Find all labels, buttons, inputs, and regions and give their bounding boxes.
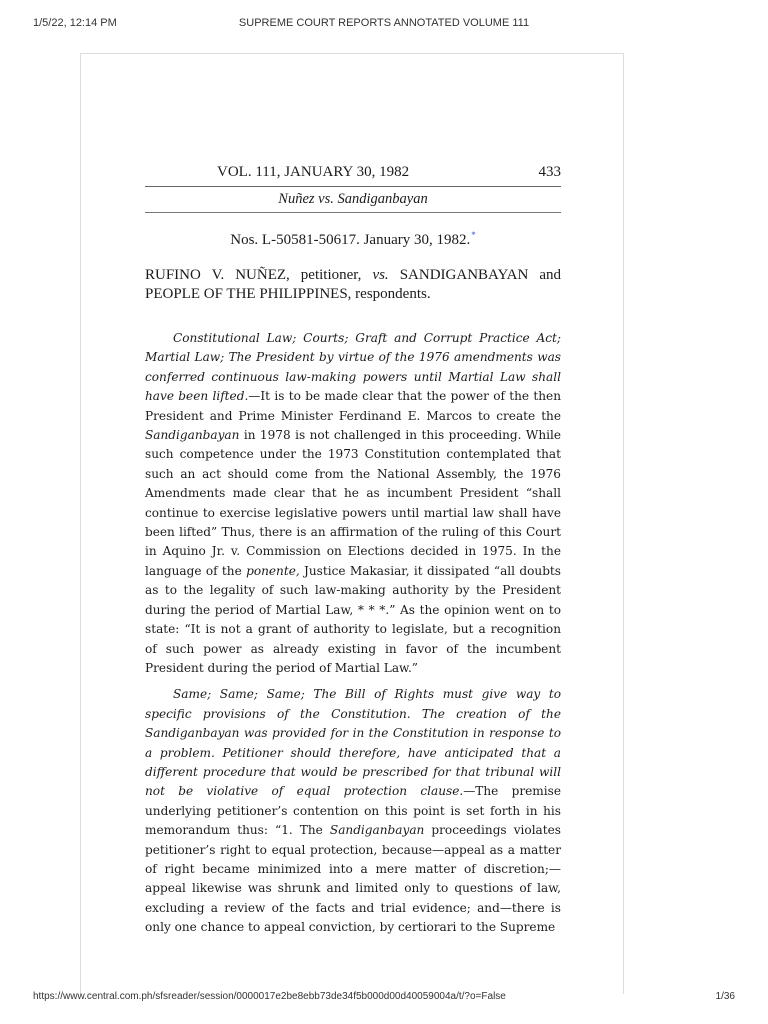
- syllabus-italic: Sandiganbayan: [145, 428, 240, 443]
- page-count: 1/36: [715, 991, 735, 1002]
- page-content: [145, 164, 561, 945]
- syllabus-text: —The premise underlying petitioner’s contention on this point is set forth in his memorandum thus: “1. The: [145, 784, 561, 838]
- docket-line: [145, 230, 561, 250]
- syllabus-paragraph: [145, 329, 561, 678]
- docket-text: Nos. L-50581-50617. January 30, 1982.: [230, 232, 471, 248]
- syllabus-text: Justice Makasiar, it dissipated “all doubts as to the legality of such law-making authority by the President during the period of Martial Law, * * *.” As the opinion went on to state: “It is not a grant of authority to legislate, but a recognition of such power as already existing in favor of the incumbent President during the period of Martial Law.”: [145, 563, 561, 675]
- respondents-role: , respondents.: [347, 286, 431, 302]
- parties-block: [145, 266, 561, 304]
- syllabus-text: —It is to be made clear that the power of the then President and Prime Minister Ferdinand E. Marcos to create the: [145, 389, 561, 423]
- footnote-link[interactable]: *: [471, 230, 476, 240]
- syllabus-headnote: Same; Same; Same; The Bill of Rights must give way to specific provisions of the Constitution. The creation of the Sandiganbayan was provided for in the Constitution in response to a problem. Petitioner should therefore, have anticipated that a different procedure that would be prescribed for that tribunal will not be violative of equal protection clause.: [145, 687, 561, 799]
- print-datetime: 1/5/22, 12:14 PM: [33, 17, 117, 29]
- syllabus: [145, 329, 561, 938]
- print-title: SUPREME COURT REPORTS ANNOTATED VOLUME 111: [238, 17, 530, 29]
- page-number: 433: [538, 164, 561, 180]
- syllabus-text: proceedings violates petitioner’s right to equal protection, because—appeal as a matter of right became minimized into a mere matter of discretion;—appeal likewise was shrunk and limited only to questions of law, excluding a review of the facts and trial evidence; and—there is only one chance to appeal conviction, by certiorari to the Supreme: [145, 823, 561, 935]
- syllabus-italic: ponente,: [246, 563, 300, 578]
- petitioner-role: , petitioner,: [286, 267, 373, 283]
- respondents-names: SANDIGANBAYAN and PEOPLE OF THE PHILIPPINES: [145, 267, 561, 302]
- page-url: https://www.central.com.ph/sfsreader/session/0000017e2be8ebb73de34f5b000d00d40059004a/t/?o=False: [33, 991, 506, 1002]
- case-title: Nuñez vs. Sandiganbayan: [145, 187, 561, 213]
- running-head: [145, 164, 561, 187]
- volume-date: VOL. 111, JANUARY 30, 1982: [217, 164, 410, 180]
- print-header: [0, 10, 768, 30]
- syllabus-paragraph: [145, 685, 561, 937]
- versus: vs.: [372, 267, 389, 283]
- petitioner-name: RUFINO V. NUÑEZ: [145, 267, 287, 283]
- document-page: [80, 53, 624, 994]
- syllabus-italic: Sandiganbayan: [329, 823, 425, 838]
- syllabus-headnote: Constitutional Law; Courts; Graft and Corrupt Practice Act; Martial Law; The President by virtue of the 1976 amendments was conferred continuous law-making powers until Martial Law shall have been lifted.: [145, 331, 561, 404]
- syllabus-text: in 1978 is not challenged in this proceeding. While such competence under the 1973 Constitution contemplated that such an act should come from the National Assembly, the 1976 Amendments made clear that he as incumbent President “shall continue to exercise legislative powers until martial law shall have been lifted” Thus, there is an affirmation of the ruling of this Court in Aquino Jr. v. Commission on Elections decided in 1975. In the language of the: [145, 428, 561, 578]
